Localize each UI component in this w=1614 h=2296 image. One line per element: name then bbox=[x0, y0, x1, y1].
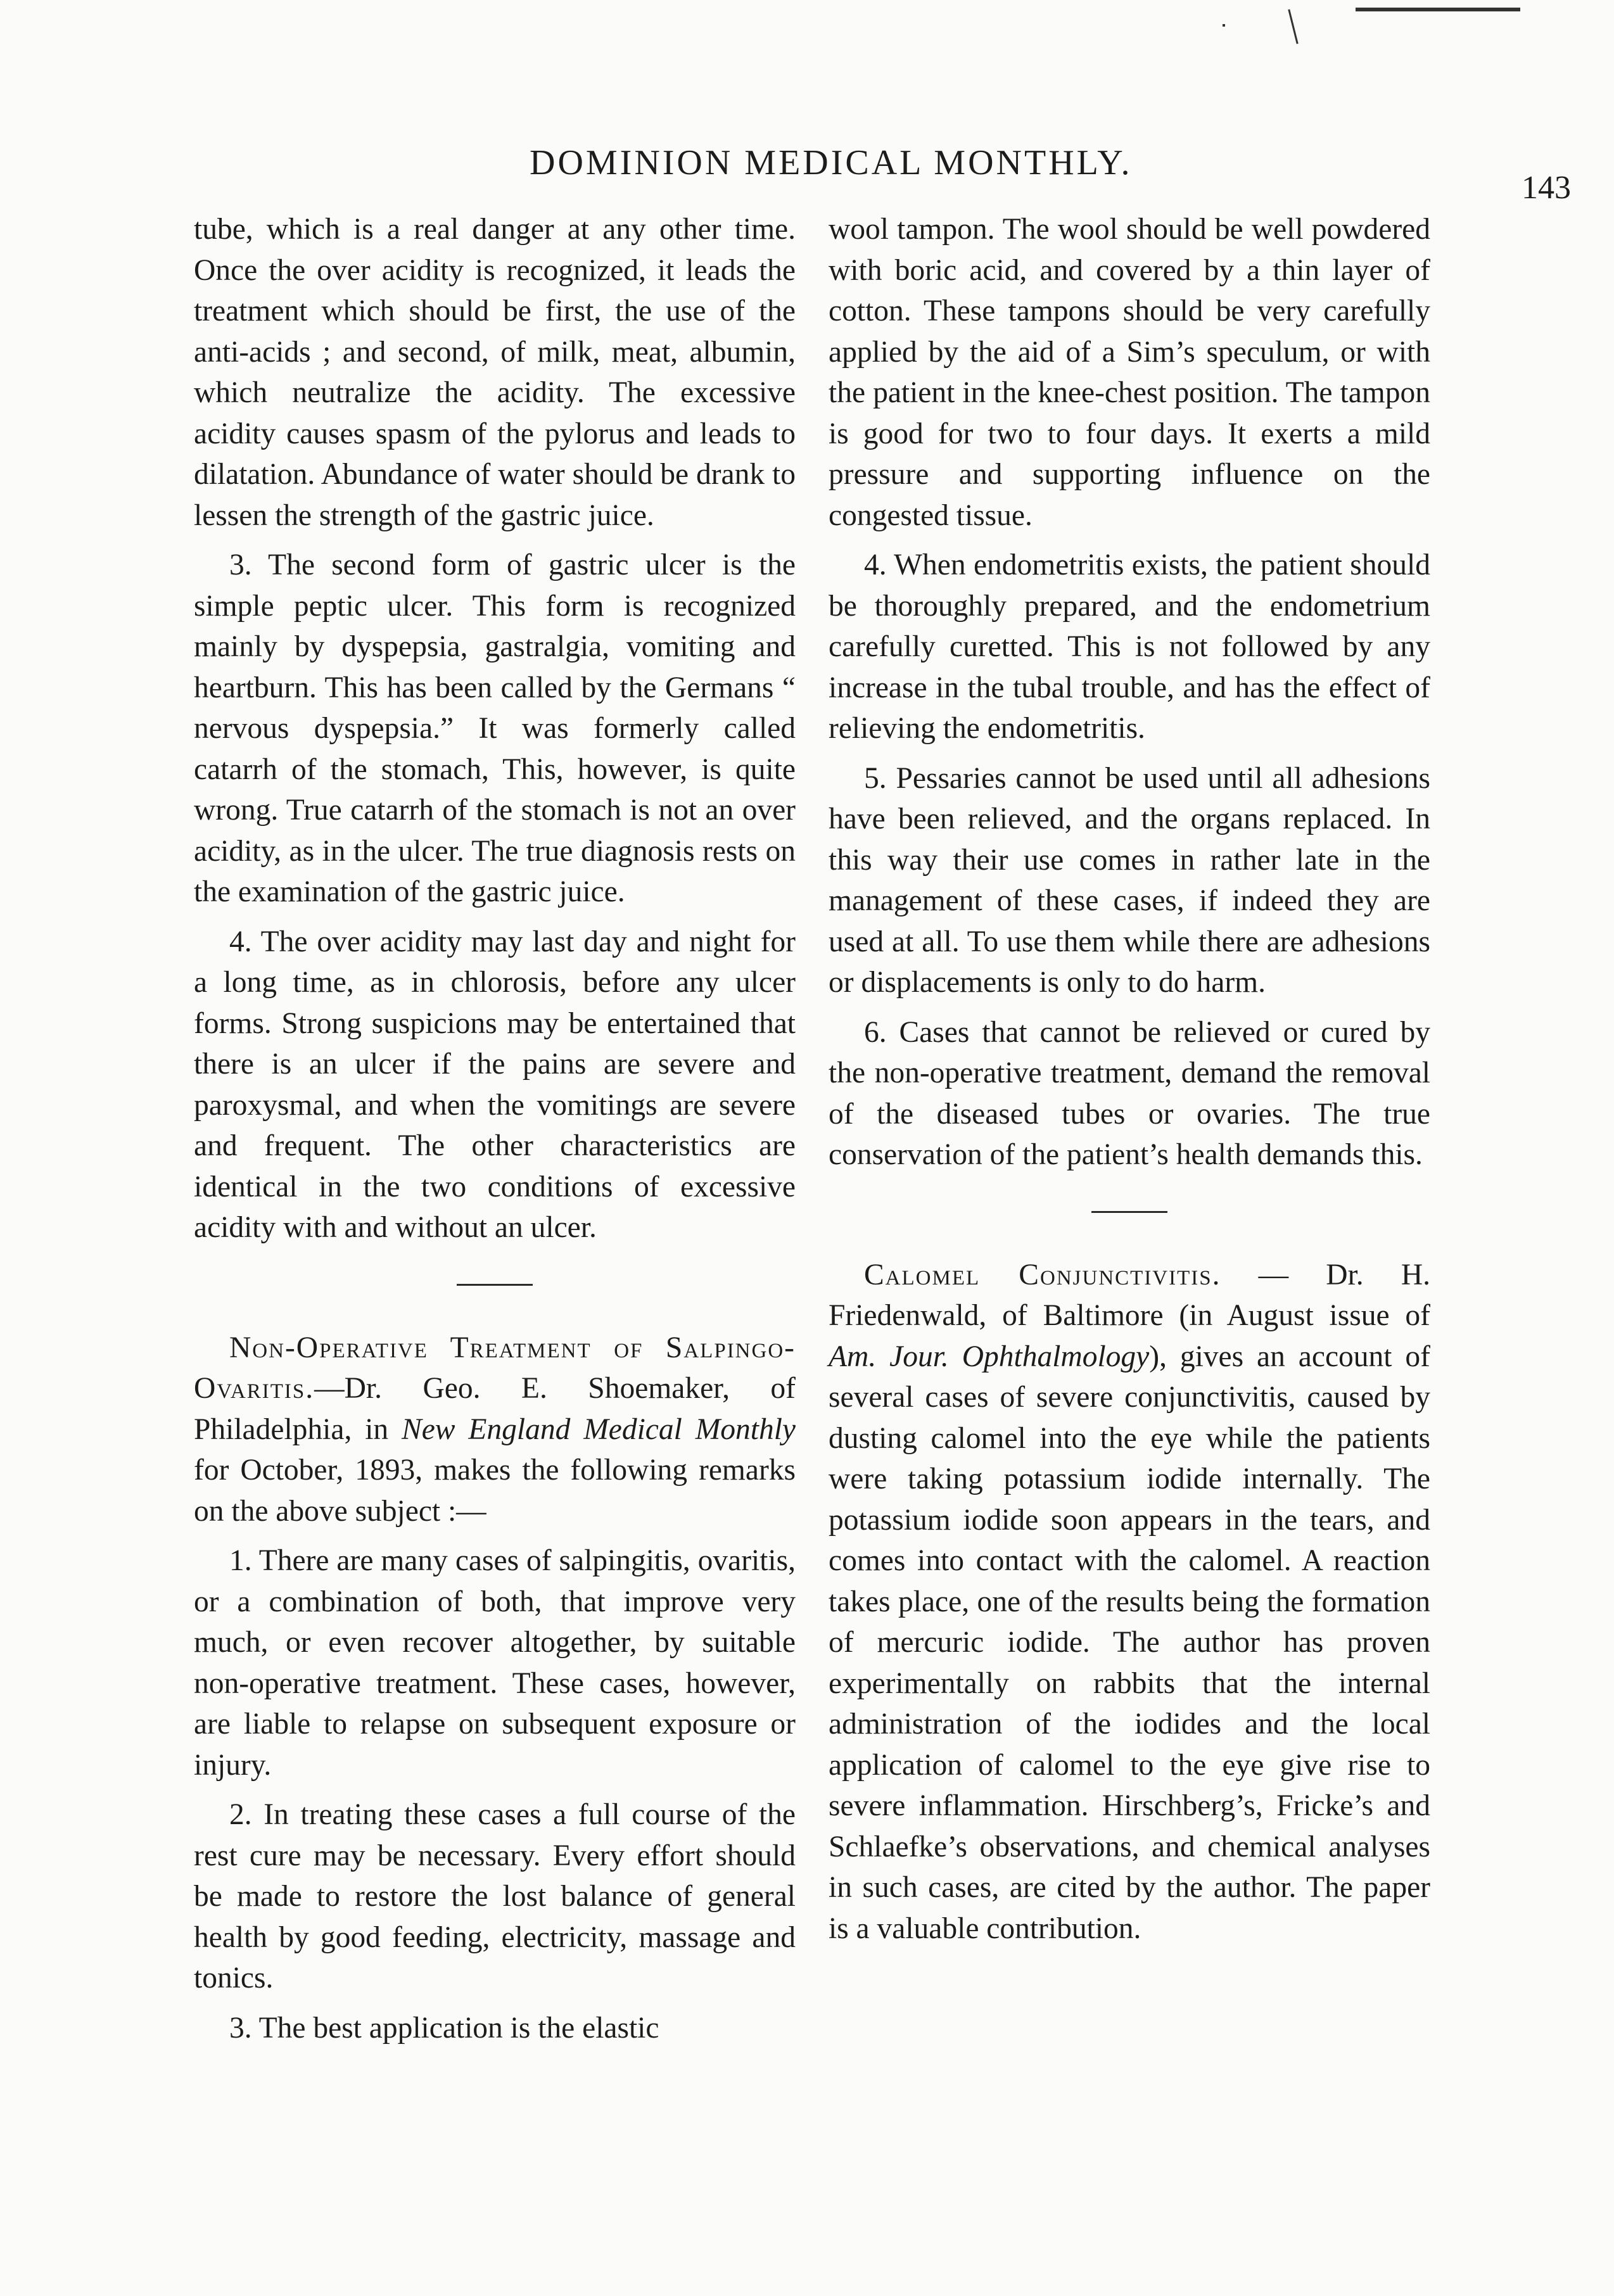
article-intro-text-a: —Dr. Geo. E. Shoemaker, of Philadelphia, in bbox=[194, 1372, 796, 1446]
scan-mark-dot bbox=[1223, 24, 1225, 27]
article-title-salpingo-ovaritis: Non-Operative Treatment of Salpingo-Ovaritis. bbox=[194, 1331, 796, 1405]
article-intro-text: — Dr. H. Friedenwald, of Baltimore (in August issue of bbox=[829, 1258, 1430, 1332]
list-item-1: 1. There are many cases of salpingitis, ovaritis, or a combination of both, that improve very much, or even recover altogether, by suitable non-operative treatment. These cases, however, are liable to relapse on subsequent exposure or injury. bbox=[194, 1544, 796, 1782]
article-body-text: ), gives an account of several cases of severe conjunctivitis, caused by dusting calomel into the eye while the patients were taking potassium iodide internally. The potassium iodide soon appears in the tears, and comes into contact with the calomel. A reaction takes place, one of the results being the formation of mercuric iodide. The author has proven experimentally on rabbits that the internal administration of the iodides and the local application of calomel to the eye give rise to severe inflammation. Hirschberg’s, Fricke’s and Schlaefke’s observations, and chemical analyses in such cases, are cited by the author. The paper is a valuable contribution. bbox=[829, 1340, 1430, 1945]
article-title-calomel-conjunctivitis: Calomel Conjunctivitis. bbox=[864, 1258, 1221, 1291]
list-item-5: 5. Pessaries cannot be used until all adhesions have been relieved, and the organs replaced. In this way their use comes in rather late in the management of these cases, if indeed they are used at all. To use them while there are adhesions or displacements is only to do harm. bbox=[829, 761, 1430, 999]
list-item-3-continued: wool tampon. The wool should be well powdered with boric acid, and covered by a thin layer of cotton. These tampons should be very carefully applied by the aid of a Sim’s speculum, or with the patient in the knee-chest position. The tampon is good for two to four days. It exerts a mild pressure and supporting influence on the congested tissue. bbox=[829, 213, 1430, 532]
section-divider bbox=[1091, 1211, 1167, 1213]
running-title: DOMINION MEDICAL MONTHLY. bbox=[530, 143, 1133, 182]
journal-name-new-england: New England Medical Monthly bbox=[402, 1412, 796, 1446]
left-column bbox=[194, 209, 796, 2057]
scan-mark-top-bar bbox=[1356, 8, 1520, 11]
list-item-2: 2. In treating these cases a full course of the rest cure may be necessary. Every effort should be made to restore the lost balance of general health by good feeding, electricity, massage and tonics. bbox=[194, 1798, 796, 1995]
page-header bbox=[0, 143, 1614, 206]
article-intro-text-b: for October, 1893, makes the following remarks on the above subject :— bbox=[194, 1454, 796, 1528]
paragraph-tube: tube, which is a real danger at any other time. Once the over acidity is recognized, it leads the treatment which should be first, the use of the anti-acids ; and second, of milk, meat, albumin, which neutralize the acidity. The excessive acidity causes spasm of the pylorus and leads to dilatation. Abundance of water should be drank to lessen the strength of the gastric juice. bbox=[194, 213, 796, 532]
journal-name-ophthalmology: Am. Jour. Ophthalmology bbox=[829, 1340, 1150, 1373]
list-item-3-start: 3. The best application is the elastic bbox=[229, 2011, 659, 2045]
scan-mark-slash bbox=[1288, 9, 1298, 44]
list-item-6: 6. Cases that cannot be relieved or cured by the non-operative treatment, demand the removal of the diseased tubes or ovaries. The true conservation of the patient’s health demands this. bbox=[829, 1015, 1430, 1171]
article-salpingo-ovaritis-intro bbox=[194, 1328, 796, 1532]
article-calomel-conjunctivitis bbox=[829, 1255, 1430, 1950]
right-column bbox=[829, 209, 1430, 1958]
list-item-4: 4. When endometritis exists, the patient should be thoroughly prepared, and the endometrium carefully curetted. This is not followed by any increase in the tubal trouble, and has the effect of relieving the endometritis. bbox=[829, 549, 1430, 745]
section-divider bbox=[457, 1284, 533, 1286]
paragraph-3-peptic-ulcer: 3. The second form of gastric ulcer is the simple peptic ulcer. This form is recognized mainly by dyspepsia, gastralgia, vomiting and heartburn. This has been called by the Germans “ nervous dyspepsia.” It was formerly called catarrh of the stomach, This, however, is quite wrong. True catarrh of the stomach is not an over acidity, as in the ulcer. The true diagnosis rests on the examination of the gastric juice. bbox=[194, 549, 796, 908]
page-number: 143 bbox=[1522, 170, 1571, 206]
paragraph-4-over-acidity: 4. The over acidity may last day and night for a long time, as in chlorosis, before any ulcer forms. Strong suspicions may be entertained that there is an ulcer if the pains are severe and paroxysmal, and when the vomitings are severe and frequent. The other characteristics are identical in the two conditions of excessive acidity with and without an ulcer. bbox=[194, 925, 796, 1244]
